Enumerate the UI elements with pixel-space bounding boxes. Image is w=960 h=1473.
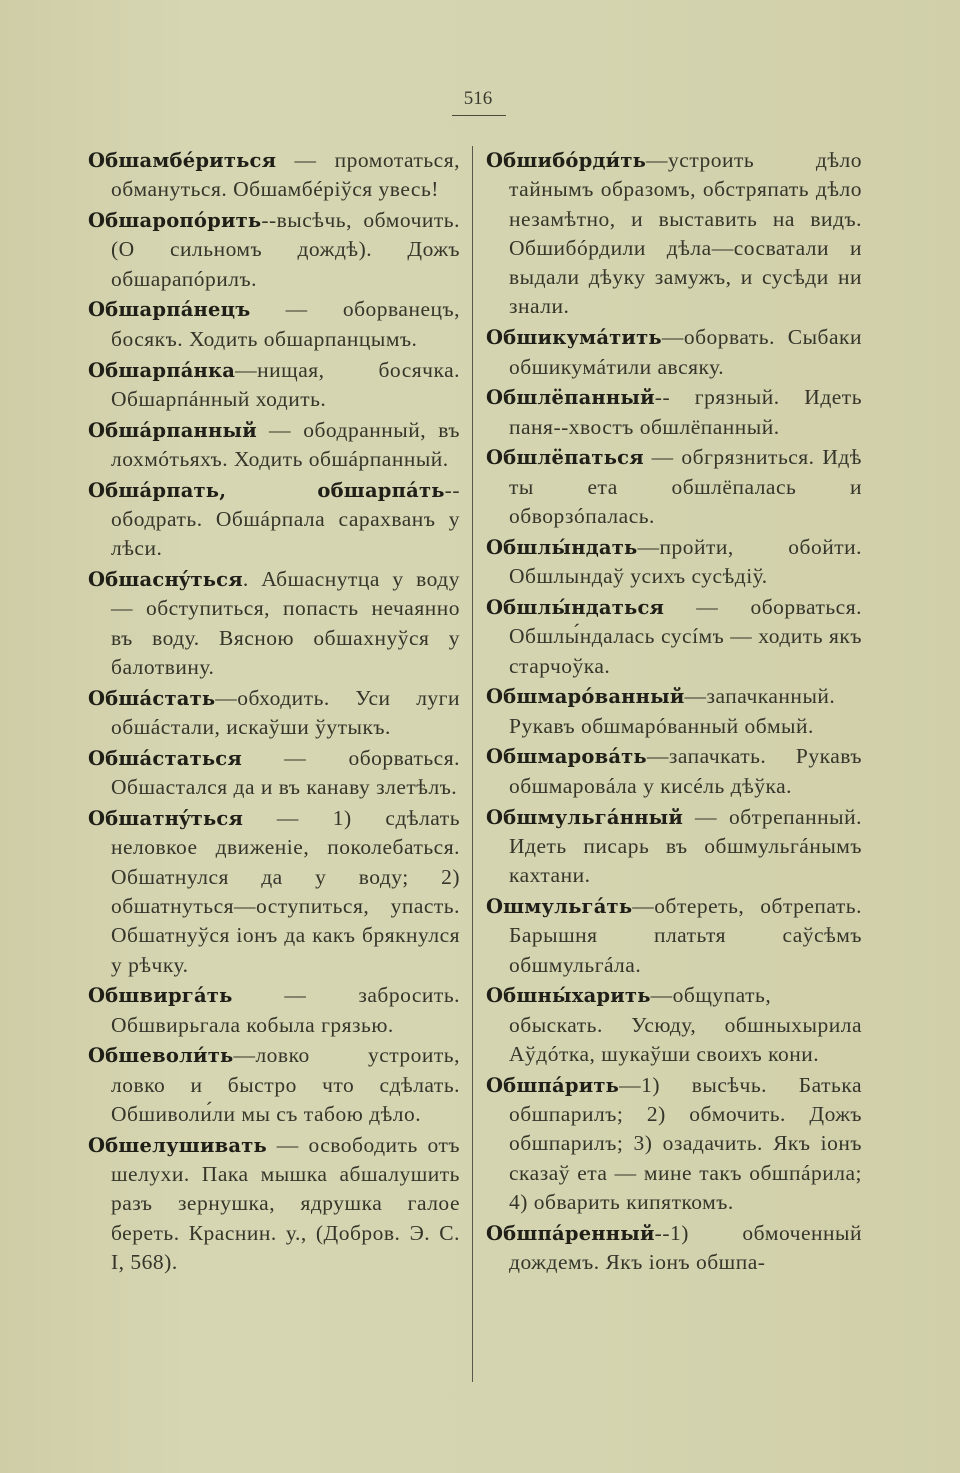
page-number: 516 xyxy=(463,88,493,109)
headword: Обшарпáнка xyxy=(88,358,236,382)
definition: —устроить дѣло тайнымъ образомъ, обстряпать дѣло незамѣтно, и выставить на видъ. Обшибóрдили дѣла—сосватали и выдали дѣуку замужъ, и сусѣди ни знали. xyxy=(509,148,862,319)
dictionary-entry xyxy=(486,593,862,681)
dictionary-entry xyxy=(486,1219,862,1278)
definition: —1) высѣчь. Батька обшпарилъ; 2) обмочить. Дожъ обшпарилъ; 3) озадачить. Якъ іонъ сказаў ета — мине такъ обшпáрила; 4) обварить кипяткомъ. xyxy=(509,1072,862,1214)
definition: — 1) сдѣлать неловкое движеніе, поколебаться. Обшатнулся да у воду; 2) обшатнуться—оступиться, упасть. Обшатнуўся іонъ да какъ брякнулся у рѣчку. xyxy=(111,806,460,977)
definition: — обгрязниться. Идѣ ты ета обшлёпалась и обворзóпалась. xyxy=(509,445,862,529)
headword: Обшарпáнецъ xyxy=(88,298,251,322)
definition: — освободить отъ шелухи. Пака мышка абшалушить разъ зернушка, ядрушка галое береть. Краснин. у., (Добров. Э. С. I, 568). xyxy=(111,1132,460,1274)
dictionary-entry xyxy=(486,323,862,382)
dictionary-entry xyxy=(88,981,460,1040)
headword: Обшвиргáть xyxy=(88,984,233,1008)
headword: Обшатнýться xyxy=(88,807,244,831)
headword: Обшамбéриться xyxy=(88,149,277,172)
dictionary-entry xyxy=(88,476,460,564)
dictionary-entry xyxy=(486,533,862,592)
headword: Обшáрпать, обшарпáть xyxy=(88,478,445,502)
definition: —нищая, босячка. Обшарпáнный ходить. xyxy=(111,357,460,411)
definition: —обтереть, обтрепать. Барышня платьтя саўсѣмъ обшмульгáла. xyxy=(509,893,862,977)
headword: Обшлёпанный xyxy=(486,386,655,410)
dictionary-entry xyxy=(88,684,460,743)
definition: -- грязный. Идеть паня--хвостъ обшлёпанный. xyxy=(509,385,862,439)
headword: Обшеволи́ть xyxy=(88,1044,234,1068)
headword: Обшелушивать xyxy=(88,1133,267,1157)
dictionary-entry xyxy=(88,804,460,980)
dictionary-entry xyxy=(88,744,460,803)
definition: —запачканный. Рукавъ обшмарóванный обмый. xyxy=(509,684,836,738)
headword: Обшикумáтить xyxy=(486,326,662,350)
column-divider xyxy=(472,146,473,1382)
definition: —обходить. Уси луги обшáстали, искаўши ўутыкъ. xyxy=(111,685,460,740)
left-column xyxy=(88,146,460,1279)
definition: —пройти, обойти. Обшлындаў усихъ сусѣдіў. xyxy=(509,534,862,589)
dictionary-entry xyxy=(88,206,460,294)
dictionary-entry xyxy=(486,383,862,442)
dictionary-entry xyxy=(88,146,460,205)
definition: — обтрепанный. Идеть писарь въ обшмульгáнымъ кахтани. xyxy=(509,804,862,888)
dictionary-entry xyxy=(486,981,862,1069)
headword: Обшпáренный xyxy=(486,1221,655,1245)
dictionary-entry xyxy=(88,416,460,475)
dictionary-entry xyxy=(486,443,862,531)
definition: —ловко устроить, ловко и быстро что сдѣлать. Обшиволи́ли мы съ табою дѣло. xyxy=(111,1043,460,1126)
definition: — забросить. Обшвирьгала кобыла грязью. xyxy=(111,983,460,1037)
headword: Обшлёпаться xyxy=(486,446,644,470)
headword: Обшлы́ндаться xyxy=(486,595,665,619)
dictionary-entry xyxy=(486,682,862,741)
dictionary-entry xyxy=(486,892,862,980)
dictionary-entry xyxy=(88,1131,460,1277)
definition: --высѣчь, обмочить. (О сильномъ дождѣ). Дожъ обшарапóрилъ. xyxy=(111,208,460,291)
headword: Обшны́харить xyxy=(486,984,651,1008)
definition: — ободранный, въ лохмóтьяхъ. Ходить обшáрпанный. xyxy=(111,417,460,471)
definition: . Абшаснутца у воду — обступиться, попасть нечаянно въ воду. Вясною обшахнуўся у балотвину. xyxy=(111,567,460,680)
headword: Обшмаровáть xyxy=(486,745,647,769)
definition: — оборваться. Обшастался да и въ канаву злетѣлъ. xyxy=(111,745,460,800)
definition: —оборвать. Сыбаки обшикумáтили авсяку. xyxy=(509,325,862,379)
headword: Обшáрпанный xyxy=(88,418,257,442)
headword: Обшаснýться xyxy=(88,568,243,592)
dictionary-entry xyxy=(486,146,862,322)
headword: Обшáстать xyxy=(88,686,216,710)
headword: Обшпáрить xyxy=(486,1073,620,1097)
headword: Обшмульгáнный xyxy=(486,805,684,829)
definition: — оборваться. Обшлы́ндалась сусíмъ — ходить якъ старчоўка. xyxy=(509,594,862,678)
dictionary-entry xyxy=(88,1041,460,1129)
definition: — промотаться, обмануться. Обшамбéріўся увесь! xyxy=(111,148,460,202)
headword: Обшаропóрить xyxy=(88,209,262,233)
headword: Обшмарóванный xyxy=(486,685,685,709)
headword: Обшлы́ндать xyxy=(486,535,638,559)
definition: --1) обмоченный дождемъ. Якъ іонъ обшпа- xyxy=(509,1220,862,1274)
right-column xyxy=(486,146,862,1279)
dictionary-entry xyxy=(486,1071,862,1217)
dictionary-entry xyxy=(88,565,460,682)
page-number-rule xyxy=(452,115,506,116)
dictionary-entry xyxy=(88,295,460,354)
dictionary-entry xyxy=(486,803,862,891)
headword: Ошмульгáть xyxy=(486,894,633,918)
headword: Обшáстаться xyxy=(88,746,242,770)
headword: Обшибóрди́ть xyxy=(486,149,647,172)
definition: --ободрать. Обшáрпала сарахванъ у лѣси. xyxy=(111,477,460,561)
definition: —общупать, обыскать. Усюду, обшныхырила Аўдóтка, шукаўши своихъ кони. xyxy=(509,983,862,1066)
dictionary-entry xyxy=(88,356,460,415)
dictionary-entry xyxy=(486,742,862,801)
definition: —запачкать. Рукавъ обшмаровáла у кисéль дѣўка. xyxy=(509,744,862,798)
definition: — оборванецъ, босякъ. Ходить обшарпанцымъ. xyxy=(111,297,460,351)
